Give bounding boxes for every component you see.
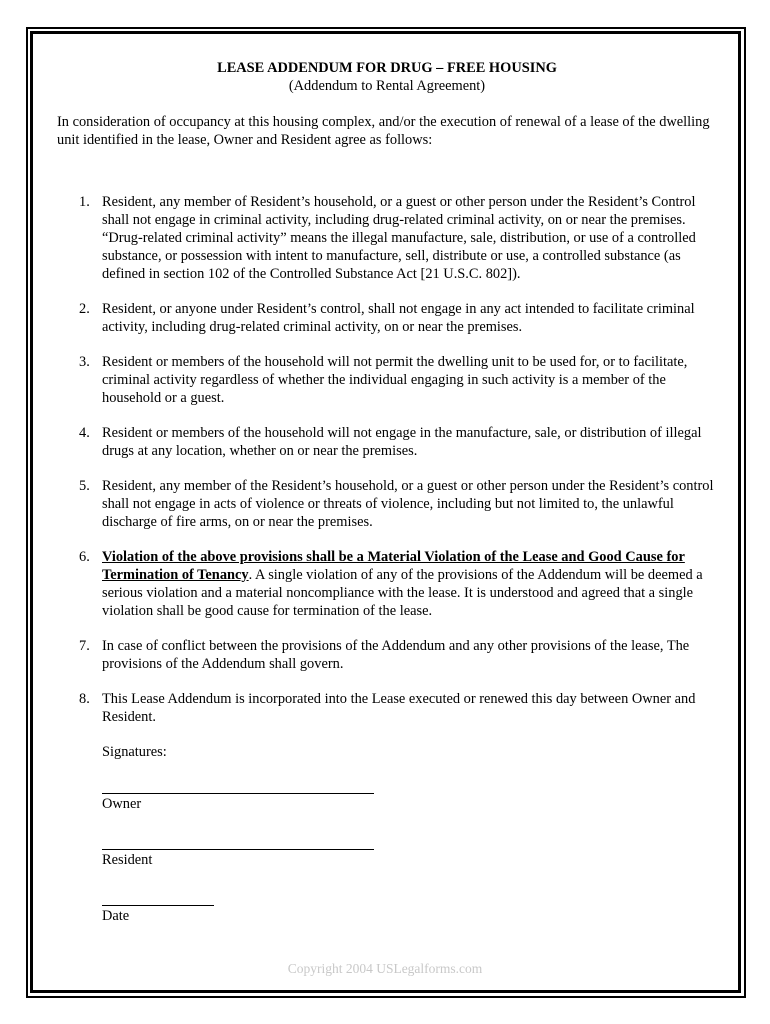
clause-number: 5. [79, 478, 90, 494]
clause-1 [57, 193, 717, 283]
clause-2 [57, 300, 717, 336]
clause-5 [57, 477, 717, 531]
date-line[interactable] [102, 895, 214, 906]
clause-3 [57, 353, 717, 407]
resident-label: Resident [102, 852, 153, 868]
signatures-heading: Signatures: [102, 744, 167, 760]
signature-block [57, 743, 717, 925]
clause-text: Resident, any member of Resident’s household, or a guest or other person under the Resident’s Control shall not engage in criminal activity, including drug-related criminal activity, on or near the premises. “Drug-related criminal activity” means the illegal manufacture, sale, distribution, or use of a controlled substance, or possession with intent to manufacture, sell, distribute or use, a controlled substance (as defined in section 102 of the Controlled Substance Act [21 U.S.C. 802]). [102, 194, 696, 282]
date-label: Date [102, 908, 130, 924]
clause-number: 4. [79, 425, 90, 441]
resident-signature-line[interactable] [102, 839, 374, 850]
clause-8 [57, 690, 717, 726]
clause-text: . A single violation of any of the provisions of the Addendum will be deemed a serious violation and a material noncompliance with the lease. It is understood and agreed that a single violation shall be good cause for termination of the lease. [102, 567, 703, 619]
clause-text: Resident, or anyone under Resident’s control, shall not engage in any act intended to facilitate criminal activity, including drug-related criminal activity, on or near the premises. [102, 301, 695, 335]
clause-text: This Lease Addendum is incorporated into the Lease executed or renewed this day between Owner and Resident. [102, 691, 696, 725]
intro-paragraph: In consideration of occupancy at this housing complex, and/or the execution of renewal of a lease of the dwelling unit identified in the lease, Owner and Resident agree as follows: [57, 114, 710, 148]
clause-number: 1. [79, 194, 90, 210]
clause-6 [57, 548, 717, 620]
document-body [57, 59, 717, 951]
clause-4 [57, 424, 717, 460]
clause-number: 8. [79, 691, 90, 707]
owner-signature-line[interactable] [102, 783, 374, 794]
clause-text: Resident or members of the household will not engage in the manufacture, sale, or distribution of illegal drugs at any location, whether on or near the premises. [102, 425, 702, 459]
clause-number: 2. [79, 301, 90, 317]
clause-text: Resident or members of the household will not permit the dwelling unit to be used for, or to facilitate, criminal activity regardless of whether the individual engaging in such activity is a member of the household or a guest. [102, 354, 688, 406]
owner-label: Owner [102, 796, 142, 812]
document-subtitle: (Addendum to Rental Agreement) [288, 78, 486, 94]
clause-number: 7. [79, 638, 90, 654]
clause-7 [57, 637, 717, 673]
clause-list [57, 193, 717, 726]
clause-emphasis: Violation of the above provisions shall be a Material Violation of the Lease and Good Cause for Termination of Tenancy [102, 549, 685, 583]
copyright-footer: Copyright 2004 USLegalforms.com [287, 961, 483, 976]
clause-number: 6. [79, 549, 90, 565]
document-title: LEASE ADDENDUM FOR DRUG – FREE HOUSING [217, 60, 557, 76]
clause-text: In case of conflict between the provisions of the Addendum and any other provisions of the lease, The provisions of the Addendum shall govern. [102, 638, 690, 672]
clause-number: 3. [79, 354, 90, 370]
clause-text: Resident, any member of the Resident’s household, or a guest or other person under the Resident’s control shall not engage in acts of violence or threats of violence, including but not limited to, the unlawful discharge of fire arms, on or near the premises. [102, 478, 714, 530]
